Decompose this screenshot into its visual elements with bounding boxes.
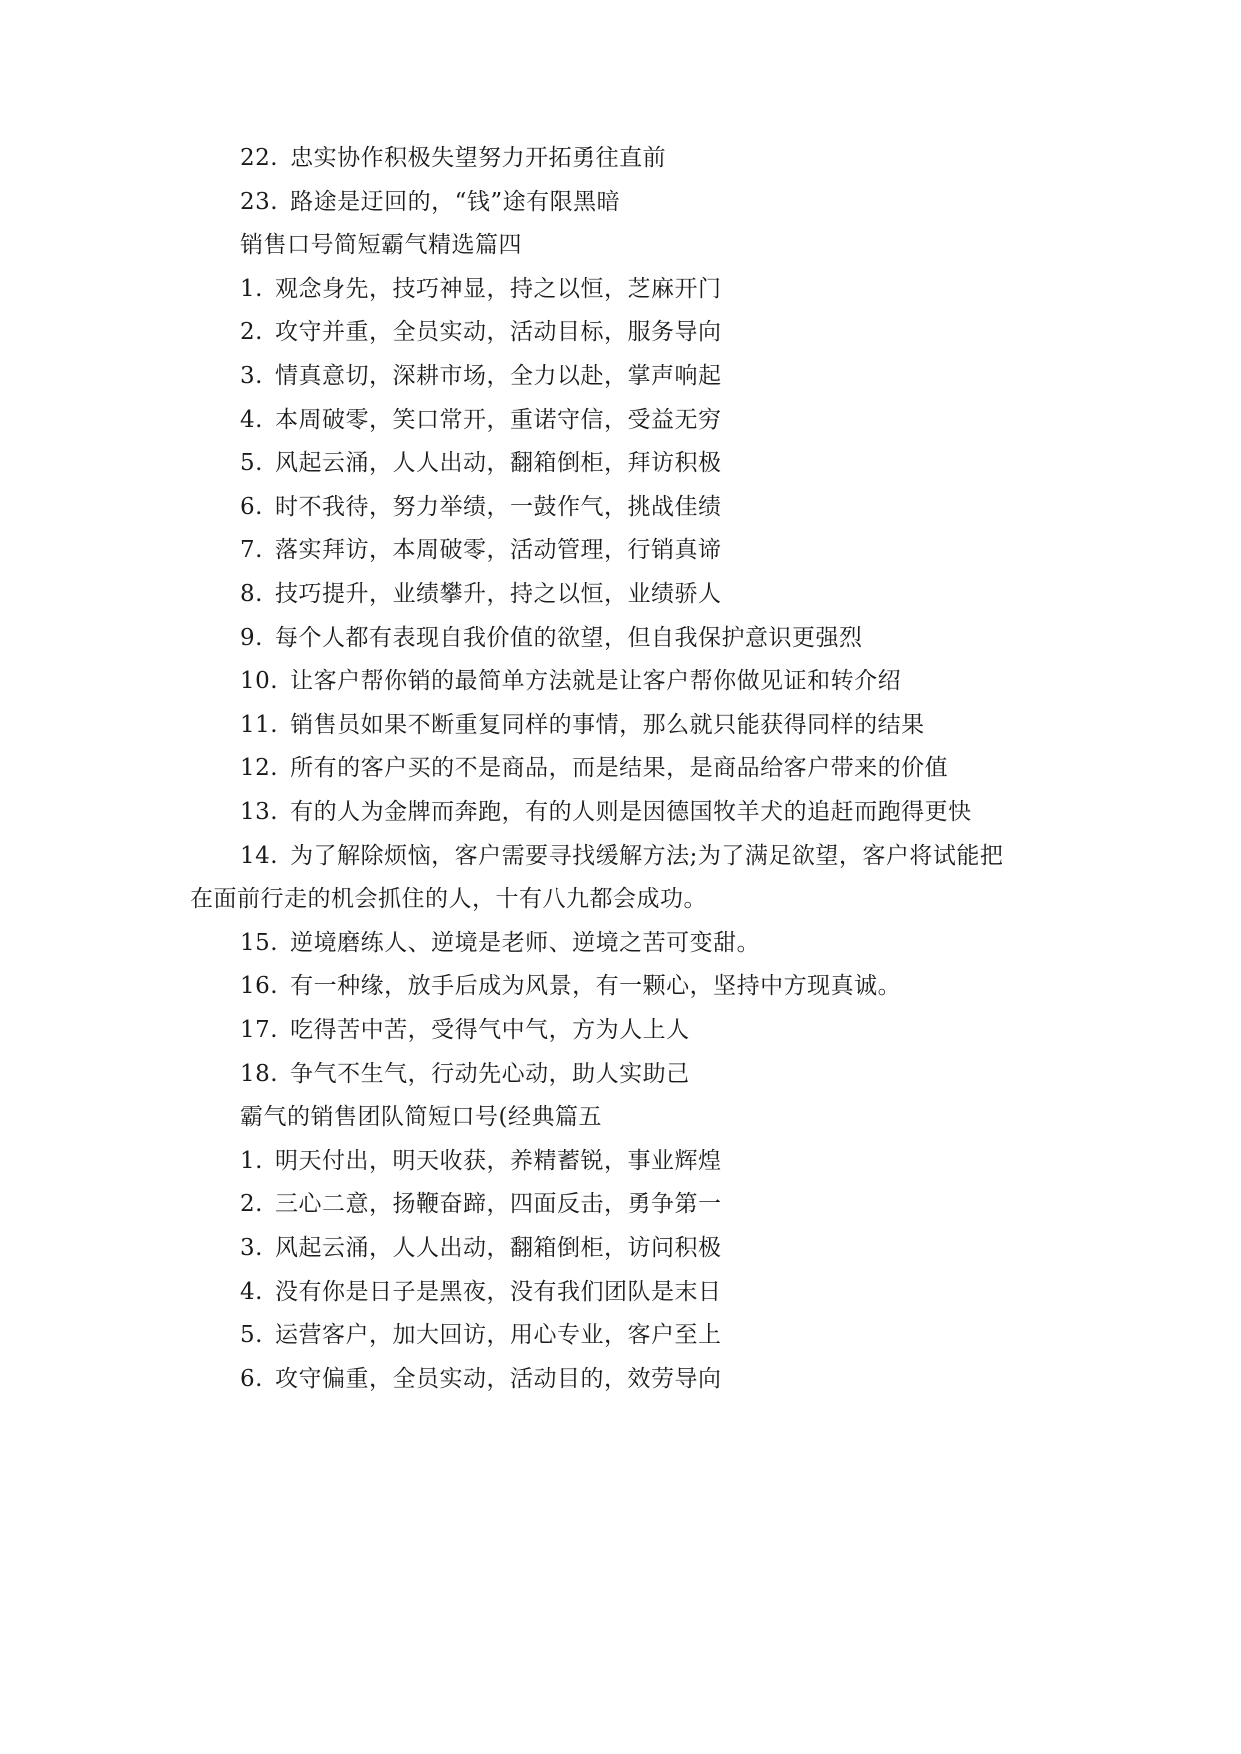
list-item-number: 8. (240, 581, 263, 607)
line-text: 风起云涌，人人出动，翻箱倒柜，访问积极 (274, 1235, 722, 1261)
line-text: 逆境磨练人、逆境是老师、逆境之苦可变甜。 (290, 929, 761, 956)
list-item (240, 1059, 690, 1089)
list-item-number: 4. (240, 1278, 263, 1305)
list-item (240, 492, 721, 522)
list-item-number: 3. (240, 363, 263, 389)
list-item-number: 2. (240, 319, 263, 346)
list-item-number: 4. (240, 406, 263, 433)
list-item (240, 1146, 721, 1176)
list-item-number: 7. (240, 537, 263, 564)
line-text: 吃得苦中苦，受得气中气，方为人上人 (290, 1017, 690, 1043)
list-item (240, 797, 972, 827)
line-text: 本周破零，笑口常开，重诺守信，受益无穷 (274, 406, 722, 433)
line-text: 每个人都有表现自我价值的欲望，但自我保护意识更强烈 (274, 624, 863, 651)
list-item-number: 6. (240, 1365, 263, 1392)
line-text: 风起云涌，人人出动，翻箱倒柜，拜访积极 (274, 450, 722, 477)
list-item (240, 1189, 721, 1219)
line-text: 技巧提升，业绩攀升，持之以恒，业绩骄人 (274, 581, 722, 607)
list-item-number: 15. (240, 929, 279, 956)
list-item-number: 3. (240, 1235, 263, 1261)
list-item-number: 5. (240, 450, 263, 477)
section-heading (240, 230, 522, 260)
list-item-number: 14. (240, 842, 279, 869)
line-text: 运营客户，加大回访，用心专业，客户至上 (274, 1322, 722, 1349)
list-item (240, 710, 925, 740)
list-item (240, 274, 721, 304)
line-text: 没有你是日子是黑夜，没有我们团队是末日 (274, 1278, 722, 1305)
list-item (240, 1364, 721, 1394)
list-item (240, 448, 721, 478)
list-item-number: 1. (240, 1147, 263, 1174)
list-item (240, 928, 760, 958)
line-text: 攻守并重，全员实动，活动目标，服务导向 (274, 319, 722, 346)
line-text: 情真意切，深耕市场，全力以赴，掌声响起 (274, 363, 722, 389)
list-item (240, 666, 901, 696)
list-item (240, 623, 862, 653)
line-text: 有一种缘，放手后成为风景，有一颗心，坚持中方现真诚。 (290, 973, 902, 1000)
list-item-number: 12. (240, 755, 279, 782)
line-text: 攻守偏重，全员实动，活动目的，效劳导向 (274, 1365, 722, 1392)
line-text: 观念身先，技巧神显，持之以恒，芝麻开门 (274, 275, 722, 302)
line-text: 霸气的销售团队简短口号(经典篇五 (240, 1104, 602, 1131)
list-item (240, 187, 620, 217)
line-text: 在面前行走的机会抓住的人，十有八九都会成功。 (190, 886, 707, 913)
list-item (240, 971, 901, 1001)
list-item-number: 9. (240, 624, 263, 651)
list-item-number: 18. (240, 1060, 279, 1087)
line-text: 明天付出，明天收获，养精蓄锐，事业辉煌 (274, 1147, 722, 1174)
list-item-number: 10. (240, 668, 279, 695)
line-text: 三心二意，扬鞭奋蹄，四面反击，勇争第一 (274, 1191, 722, 1218)
line-text: 为了解除烦恼，客户需要寻找缓解方法;为了满足欲望，客户将试能把 (290, 842, 1004, 869)
line-text: 路途是迂回的，“钱”途有限黑暗 (290, 188, 621, 215)
line-text: 忠实协作积极失望努力开拓勇往直前 (290, 145, 667, 171)
list-item (240, 535, 721, 565)
list-item (240, 1320, 721, 1350)
line-text: 销售员如果不断重复同样的事情，那么就只能获得同样的结果 (290, 711, 925, 738)
list-item (240, 317, 721, 347)
list-item (240, 1015, 690, 1045)
list-item-number: 23. (240, 188, 279, 215)
list-item-number: 22. (240, 145, 279, 171)
list-item (240, 753, 948, 783)
line-text: 争气不生气，行动先心动，助人实助己 (290, 1060, 690, 1087)
list-item (240, 405, 721, 435)
list-item (240, 143, 666, 173)
list-item (240, 1233, 721, 1263)
line-text: 时不我待，努力举绩，一鼓作气，挑战佳绩 (274, 493, 722, 520)
line-text: 所有的客户买的不是商品，而是结果，是商品给客户带来的价值 (290, 755, 949, 782)
list-item-number: 1. (240, 275, 263, 302)
line-text: 落实拜访，本周破零，活动管理，行销真谛 (274, 537, 722, 564)
list-item (240, 841, 1003, 871)
line-text: 销售口号简短霸气精选篇四 (240, 232, 522, 259)
line-text: 有的人为金牌而奔跑，有的人则是因德国牧羊犬的追赶而跑得更快 (290, 799, 972, 825)
list-item-number: 2. (240, 1191, 263, 1218)
list-item-number: 11. (240, 711, 279, 738)
list-item-number: 5. (240, 1322, 263, 1349)
list-item-number: 16. (240, 973, 279, 1000)
section-heading (240, 1102, 602, 1132)
list-item (240, 1277, 721, 1307)
line-text: 让客户帮你销的最简单方法就是让客户帮你做见证和转介绍 (290, 668, 902, 695)
list-item (240, 361, 721, 391)
list-item-number: 17. (240, 1017, 279, 1043)
list-item-number: 13. (240, 799, 279, 825)
list-item-continuation (190, 884, 707, 914)
list-item (240, 579, 721, 609)
list-item-number: 6. (240, 493, 263, 520)
